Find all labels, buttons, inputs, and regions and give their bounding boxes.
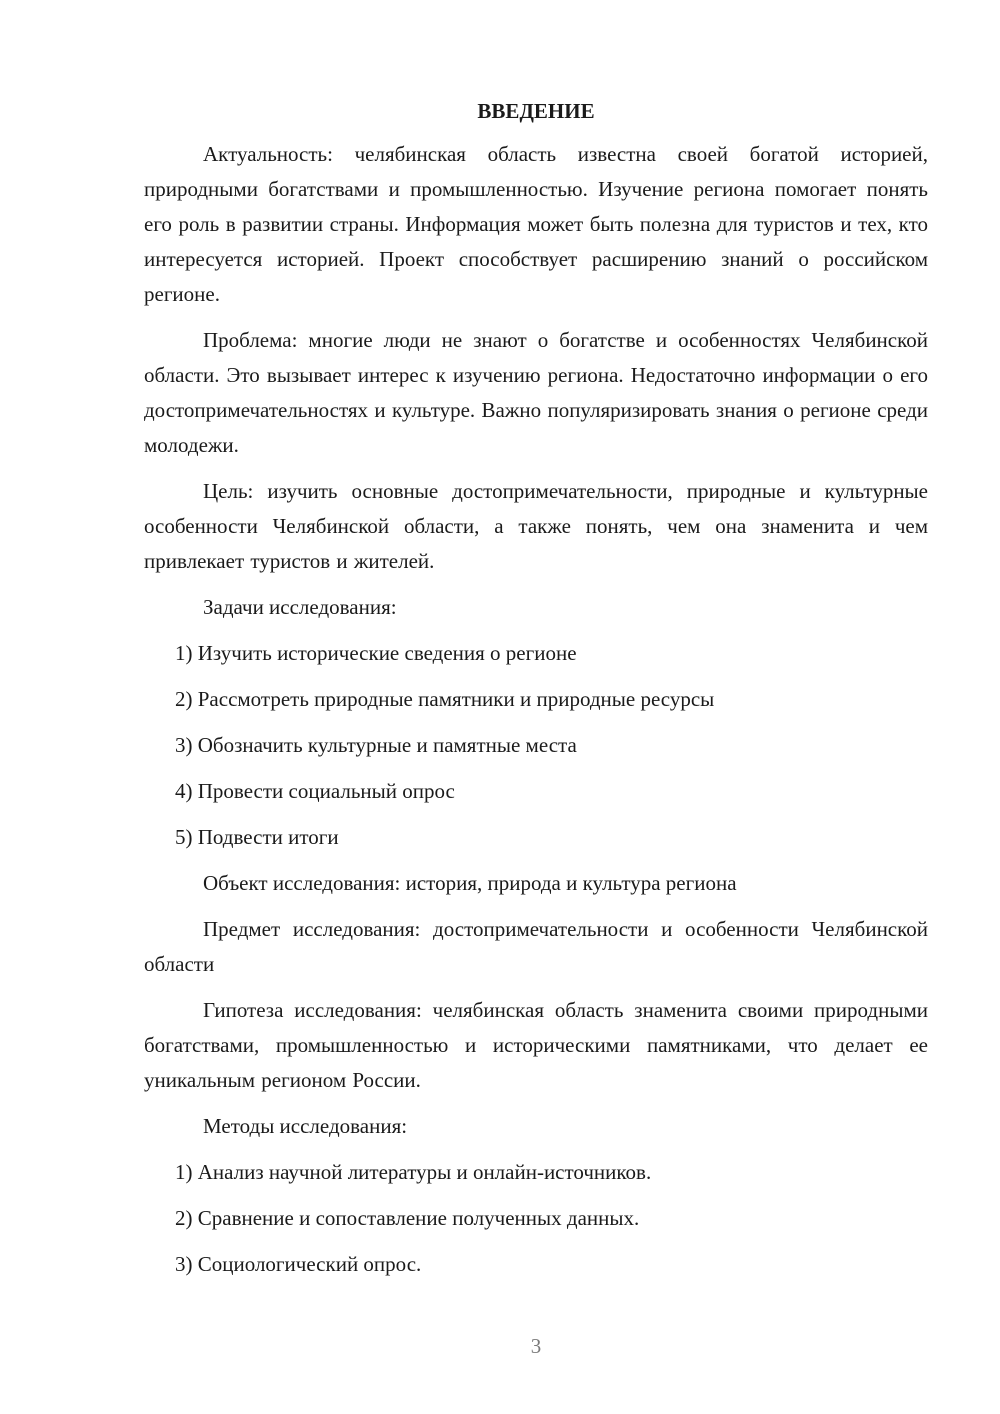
research-subject: Предмет исследования: достопримечательности и особенности Челябинской области (144, 917, 928, 976)
relevance-paragraph: Актуальность: челябинская область известна своей богатой историей, природными богатствами и промышленностью. Изучение региона помогает понять его роль в развитии страны. Информация может быть полезна для туристов и тех, кто интересуется историей. Проект способствует расширению знаний о российском регионе. (144, 142, 928, 306)
page-title: ВВЕДЕНИЕ (477, 99, 595, 123)
goal-paragraph: Цель: изучить основные достопримечательности, природные и культурные особенности Челябинской области, а также понять, чем она знаменита и чем привлекает туристов и жителей. (144, 479, 928, 573)
page-number: 3 (530, 1334, 542, 1358)
task-item-5: 5) Подвести итоги (175, 825, 339, 849)
methods-title: Методы исследования: (203, 1114, 408, 1138)
tasks-title: Задачи исследования: (203, 595, 397, 619)
problem-paragraph: Проблема: многие люди не знают о богатстве и особенностях Челябинской области. Это вызывает интерес к изучению региона. Недостаточно информации о его достопримечательностях и культуре. Важно популяризировать знания о регионе среди молодежи. (144, 328, 928, 457)
method-item-1: 1) Анализ научной литературы и онлайн-источников. (175, 1160, 652, 1184)
method-item-2: 2) Сравнение и сопоставление полученных данных. (175, 1206, 640, 1230)
task-item-2: 2) Рассмотреть природные памятники и природные ресурсы (175, 687, 715, 711)
task-item-1: 1) Изучить исторические сведения о регионе (175, 641, 577, 665)
research-hypothesis: Гипотеза исследования: челябинская область знаменита своими природными богатствами, промышленностью и историческими памятниками, что делает ее уникальным регионом России. (144, 998, 928, 1092)
task-item-4: 4) Провести социальный опрос (175, 779, 455, 803)
task-item-3: 3) Обозначить культурные и памятные места (175, 733, 577, 757)
method-item-3: 3) Социологический опрос. (175, 1252, 422, 1276)
research-object: Объект исследования: история, природа и культура региона (203, 871, 737, 895)
document-page (144, 96, 928, 1293)
